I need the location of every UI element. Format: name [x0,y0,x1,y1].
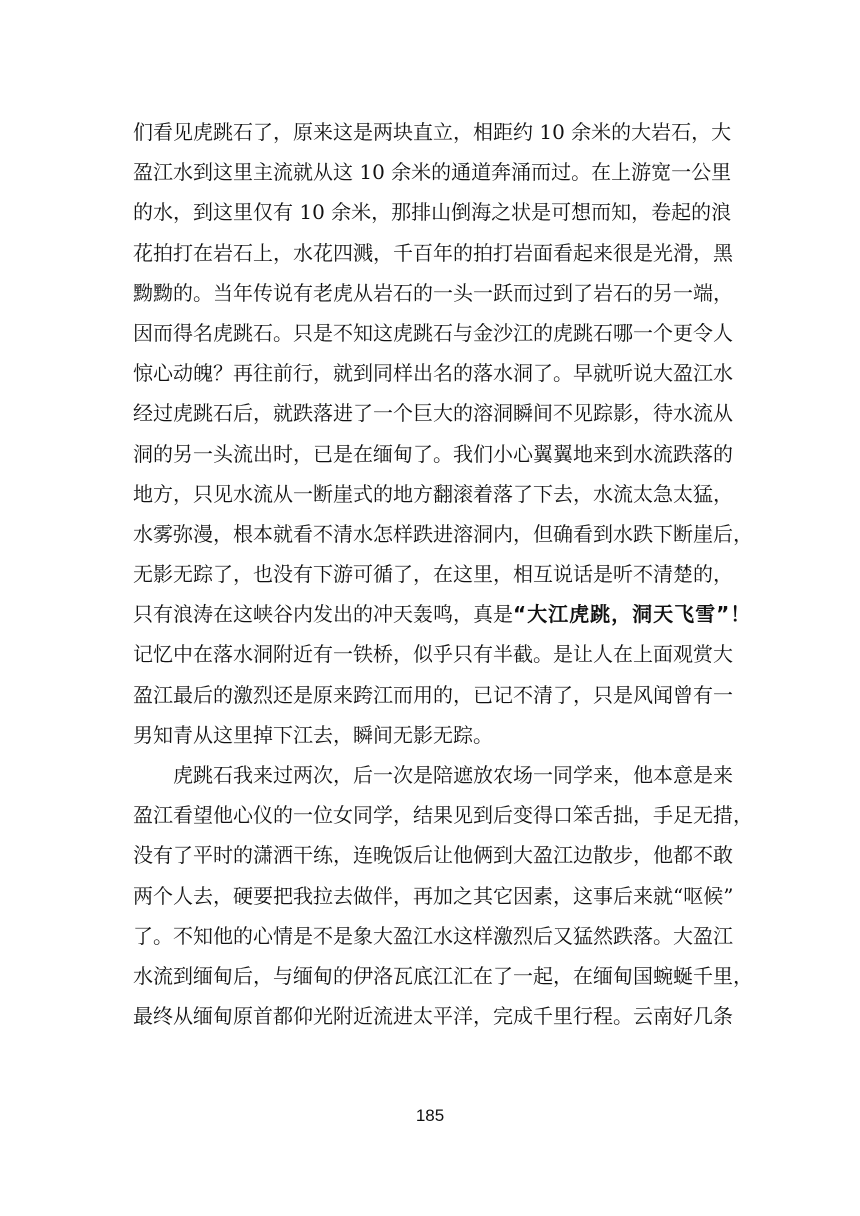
text-line: 没有了平时的潇洒干练，连晚饭后让他俩到大盈江边散步，他都不敢 [133,843,733,868]
text-line: 因而得名虎跳石。只是不知这虎跳石与金沙江的虎跳石哪一个更令人 [133,320,733,345]
quoted-phrase: “大江虎跳，洞天飞雪”！ [513,602,752,627]
text-line: 盈江看望他心仪的一位女同学，结果见到后变得口笨舌拙，手足无措， [133,803,753,828]
text-line: 地方，只见水流从一断崖式的地方翻滚着落了下去，水流太急太猛， [133,481,733,506]
text-line: 洞的另一头流出时，已是在缅甸了。我们小心翼翼地来到水流跌落的 [133,441,733,466]
line-text: 只有浪涛在这峡谷内发出的冲天轰鸣，真是 [133,602,513,627]
text-line: 们看见虎跳石了，原来这是两块直立，相距约 10 余米的大岩石，大 [133,120,732,144]
text-line: 黝黝的。当年传说有老虎从岩石的一头一跃而过到了岩石的另一端， [133,280,733,305]
text-line: 最终从缅甸原首都仰光附近流进太平洋，完成千里行程。云南好几条 [133,1004,733,1029]
text-line: 惊心动魄？再往前行，就到同样出名的落水洞了。早就听说大盈江水 [133,361,733,386]
text-line: 水流到缅甸后，与缅甸的伊洛瓦底江汇在了一起，在缅甸国蜿蜒千里， [133,963,753,988]
text-line: 经过虎跳石后，就跌落进了一个巨大的溶洞瞬间不见踪影，待水流从 [133,401,733,426]
text-line-with-quote [133,594,752,634]
text-line: 的水，到这里仅有 10 余米，那排山倒海之状是可想而知，卷起的浪 [133,200,732,225]
text-line: 盈江水到这里主流就从这 10 余米的通道奔涌而过。在上游宽一公里 [133,160,732,185]
text-line: 花拍打在岩石上，水花四溅，千百年的拍打岩面看起来很是光滑，黑 [133,240,733,265]
text-line: 无影无踪了，也没有下游可循了，在这里，相互说话是听不清楚的， [133,562,733,587]
text-line: 记忆中在落水洞附近有一铁桥，似乎只有半截。是让人在上面观赏大 [133,642,733,667]
body-text [133,112,753,1036]
text-line: 了。不知他的心情是不是象大盈江水这样激烈后又猛然跌落。大盈江 [133,923,733,948]
paragraph-end-line: 男知青从这里掉下江去，瞬间无影无踪。 [133,722,493,747]
paragraph-start-line: 虎跳石我来过两次，后一次是陪遮放农场一同学来，他本意是来 [133,763,733,787]
text-line: 水雾弥漫，根本就看不清水怎样跌进溶洞内，但确看到水跌下断崖后， [133,521,753,546]
text-line: 两个人去，硬要把我拉去做伴，再加之其它因素，这事后来就“呕候” [133,883,734,908]
text-line: 盈江最后的激烈还是原来跨江而用的，已记不清了，只是风闻曾有一 [133,682,733,707]
page-number: 185 [415,1106,445,1125]
